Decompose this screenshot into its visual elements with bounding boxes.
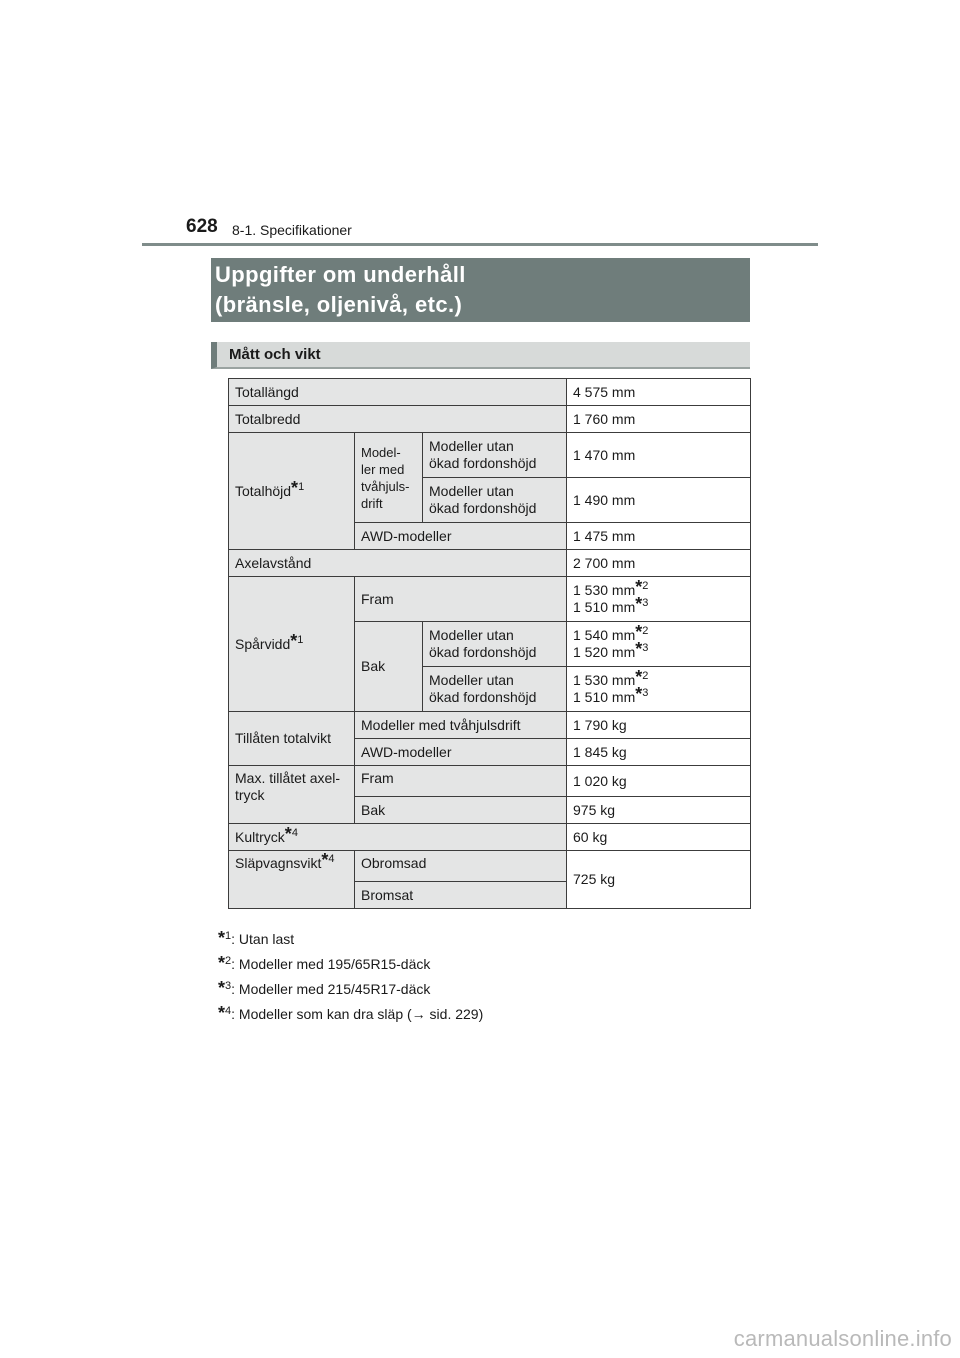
height-variant-label-1: Modeller utan ökad fordonshöjd: [423, 433, 567, 478]
track-rear-values-1: [567, 622, 751, 667]
track-rear-value-1a: 1 540 mm: [573, 627, 636, 643]
page-title-box: [211, 258, 750, 322]
height-variant-label-2: Modeller utan ökad fordonshöjd: [423, 478, 567, 523]
footnote-text: : Utan last: [231, 931, 295, 947]
section-breadcrumb: 8-1. Specifikationer: [232, 222, 352, 238]
watermark: carmanualsonline.info: [733, 1326, 952, 1351]
ball-load-value: 60 kg: [567, 824, 751, 851]
footnote-item: [218, 974, 483, 999]
dimensions-weight-table: [228, 378, 751, 909]
table-row: [229, 379, 751, 406]
footnote-marker: *1: [291, 477, 305, 498]
footnote-marker: *3: [635, 594, 649, 614]
track-width-label: Spårvidd: [235, 635, 291, 652]
footnote-number: 4: [225, 1005, 232, 1017]
footnote-marker: *4: [321, 850, 335, 870]
footnote-marker: *1: [290, 630, 304, 651]
table-row: [229, 406, 751, 433]
footnote-marker: *3: [635, 684, 649, 704]
total-length-label: Totallängd: [229, 379, 567, 406]
track-rear-variant-label-1: Modeller utan ökad fordonshöjd: [423, 622, 567, 667]
footnote-number: 3: [225, 980, 232, 992]
gross-weight-2wd-label: Modeller med tvåhjulsdrift: [355, 712, 567, 739]
axle-load-front-label: Fram: [355, 766, 567, 797]
total-width-value: 1 760 mm: [567, 406, 751, 433]
footnote-ref: 3: [642, 687, 649, 699]
footnote-ref: 1: [298, 480, 305, 493]
footnote-text: : Modeller med 215/45R17-däck: [231, 981, 431, 997]
footnote-ref: 2: [642, 625, 649, 637]
track-rear-variant-label-2: Modeller utan ökad fordonshöjd: [423, 667, 567, 712]
ball-load-label: Kultryck: [235, 828, 285, 845]
footnote-ref: 2: [642, 580, 649, 592]
table-row: [229, 433, 751, 478]
axle-load-rear-label: Bak: [355, 797, 567, 824]
total-height-label: Totalhöjd: [235, 482, 292, 499]
axle-load-rear-value: 975 kg: [567, 797, 751, 824]
track-rear-values-2: [567, 667, 751, 712]
footnote-item: [218, 924, 483, 949]
page-title-line-2: (bränsle, oljenivå, etc.): [215, 292, 463, 317]
table-row: [229, 766, 751, 797]
footnote-marker: *2: [635, 577, 649, 597]
gross-weight-2wd-value: 1 790 kg: [567, 712, 751, 739]
footnote-marker: *2: [635, 667, 649, 687]
footnote-ref: 3: [642, 642, 649, 654]
footnote-mark: *: [218, 928, 226, 948]
ball-load-label-cell: [229, 824, 567, 851]
axle-load-label: Max. tillåtet axel- tryck: [229, 766, 355, 824]
footnote-number: 1: [225, 930, 232, 942]
footnote-number: 2: [225, 955, 232, 967]
trailer-weight-label: Släpvagnsvikt: [235, 855, 322, 871]
gross-weight-label: Tillåten totalvikt: [229, 712, 355, 766]
footnote-ref: 1: [297, 633, 304, 646]
track-front-value-1: 1 530 mm: [573, 582, 636, 598]
footnote-text: : Modeller med 195/65R15-däck: [231, 956, 431, 972]
table-row: [229, 824, 751, 851]
height-awd-value: 1 475 mm: [567, 523, 751, 550]
track-width-label-cell: [229, 577, 355, 712]
track-rear-value-2a: 1 530 mm: [573, 672, 636, 688]
footnote-marker: *2: [635, 622, 649, 642]
wheelbase-value: 2 700 mm: [567, 550, 751, 577]
gross-weight-awd-label: AWD-modeller: [355, 739, 567, 766]
trailer-weight-label-cell: [229, 851, 355, 909]
footnote-ref: 4: [328, 853, 335, 865]
footnote-text: : Modeller som kan dra släp (→ sid. 229): [231, 1006, 484, 1022]
track-rear-value-1b: 1 520 mm: [573, 644, 636, 660]
footnote-marker: *3: [635, 639, 649, 659]
subheading-title: Mått och vikt: [229, 346, 321, 363]
footnote-mark: *: [218, 953, 226, 973]
footnote-mark: *: [218, 978, 226, 998]
total-width-label: Totalbredd: [229, 406, 567, 433]
footnote-item: [218, 999, 483, 1024]
trailer-weight-value: 725 kg: [567, 851, 751, 909]
track-front-value-2: 1 510 mm: [573, 599, 636, 615]
track-front-values: [567, 577, 751, 622]
total-height-label-cell: [229, 433, 355, 550]
footnote-item: [218, 949, 483, 974]
track-rear-value-2b: 1 510 mm: [573, 689, 636, 705]
axle-load-front-value: 1 020 kg: [567, 766, 751, 797]
gross-weight-awd-value: 1 845 kg: [567, 739, 751, 766]
subheading-bar: [211, 342, 750, 369]
track-front-label: Fram: [355, 577, 567, 622]
height-variant-value-2: 1 490 mm: [567, 478, 751, 523]
footnote-ref: 4: [291, 826, 298, 839]
footnote-ref: 2: [642, 670, 649, 682]
table-row: [229, 851, 751, 882]
trailer-unbraked-label: Obromsad: [355, 851, 567, 882]
table-row: [229, 712, 751, 739]
two-wheel-drive-label: Model- ler med tvåhjuls- drift: [355, 433, 423, 523]
track-rear-label: Bak: [355, 622, 423, 712]
footnote-marker: *4: [284, 823, 298, 844]
footnotes: [218, 924, 483, 1024]
table-row: [229, 577, 751, 622]
wheelbase-label: Axelavstånd: [229, 550, 567, 577]
page-number: 628: [186, 216, 218, 237]
height-variant-value-1: 1 470 mm: [567, 433, 751, 478]
trailer-braked-label: Bromsat: [355, 882, 567, 909]
footnote-mark: *: [218, 1003, 226, 1023]
table-row: [229, 550, 751, 577]
total-length-value: 4 575 mm: [567, 379, 751, 406]
height-awd-label: AWD-modeller: [355, 523, 567, 550]
header-divider: [142, 243, 818, 246]
footnote-ref: 3: [642, 597, 649, 609]
page-title-line-1: Uppgifter om underhåll: [215, 262, 466, 287]
